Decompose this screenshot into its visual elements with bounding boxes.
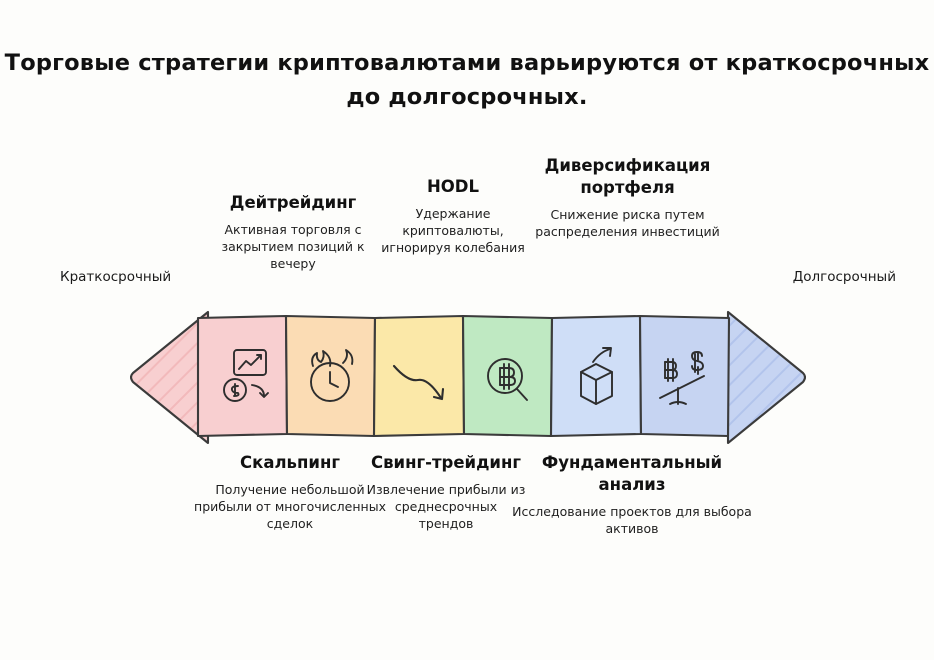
caption-description: Активная торговля с закрытием позиций к вечеру bbox=[221, 222, 365, 271]
caption-day-trading bbox=[198, 192, 388, 272]
caption-fundamental-analysis bbox=[512, 452, 752, 537]
caption-title: Дейтрейдинг bbox=[229, 193, 357, 212]
axis-label-short-term: Краткосрочный bbox=[60, 269, 172, 285]
caption-description: Снижение риска путем распределения инвестиций bbox=[535, 207, 720, 239]
strategy-arrow-band bbox=[130, 310, 806, 445]
caption-swing-trading bbox=[366, 452, 526, 532]
segment-1-day-trading[interactable] bbox=[198, 316, 287, 436]
caption-description: Исследование проектов для выбора активов bbox=[512, 504, 752, 536]
caption-title: Фундаментальный анализ bbox=[541, 453, 723, 494]
caption-description: Извлечение прибыли из среднесрочных трендов bbox=[366, 482, 526, 531]
caption-title: Свинг-трейдинг bbox=[370, 453, 521, 472]
caption-title: Скальпинг bbox=[240, 453, 340, 472]
segment-5-portfolio-diversification[interactable] bbox=[551, 316, 641, 436]
segment-3-hodl[interactable] bbox=[374, 316, 464, 436]
caption-scalping bbox=[190, 452, 390, 532]
caption-portfolio-diversification bbox=[520, 155, 735, 240]
caption-title: Диверсификация портфеля bbox=[544, 156, 711, 197]
page-title: Торговые стратегии криптовалютами варьируются от краткосрочных до долгосрочных. bbox=[4, 50, 930, 110]
axis-label-long-term: Долгосрочный bbox=[792, 269, 896, 285]
caption-description: Получение небольшой прибыли от многочисленных сделок bbox=[194, 482, 386, 531]
arrowhead-right bbox=[728, 312, 805, 443]
segment-6-fundamental-analysis[interactable] bbox=[640, 316, 729, 436]
caption-description: Удержание криптовалюты, игнорируя колебания bbox=[381, 206, 525, 255]
arrowhead-left bbox=[131, 312, 208, 443]
segment-2-scalping[interactable] bbox=[286, 316, 375, 436]
caption-title: HODL bbox=[426, 177, 480, 196]
segment-4-swing-trading[interactable] bbox=[463, 316, 552, 436]
caption-hodl bbox=[378, 176, 528, 256]
